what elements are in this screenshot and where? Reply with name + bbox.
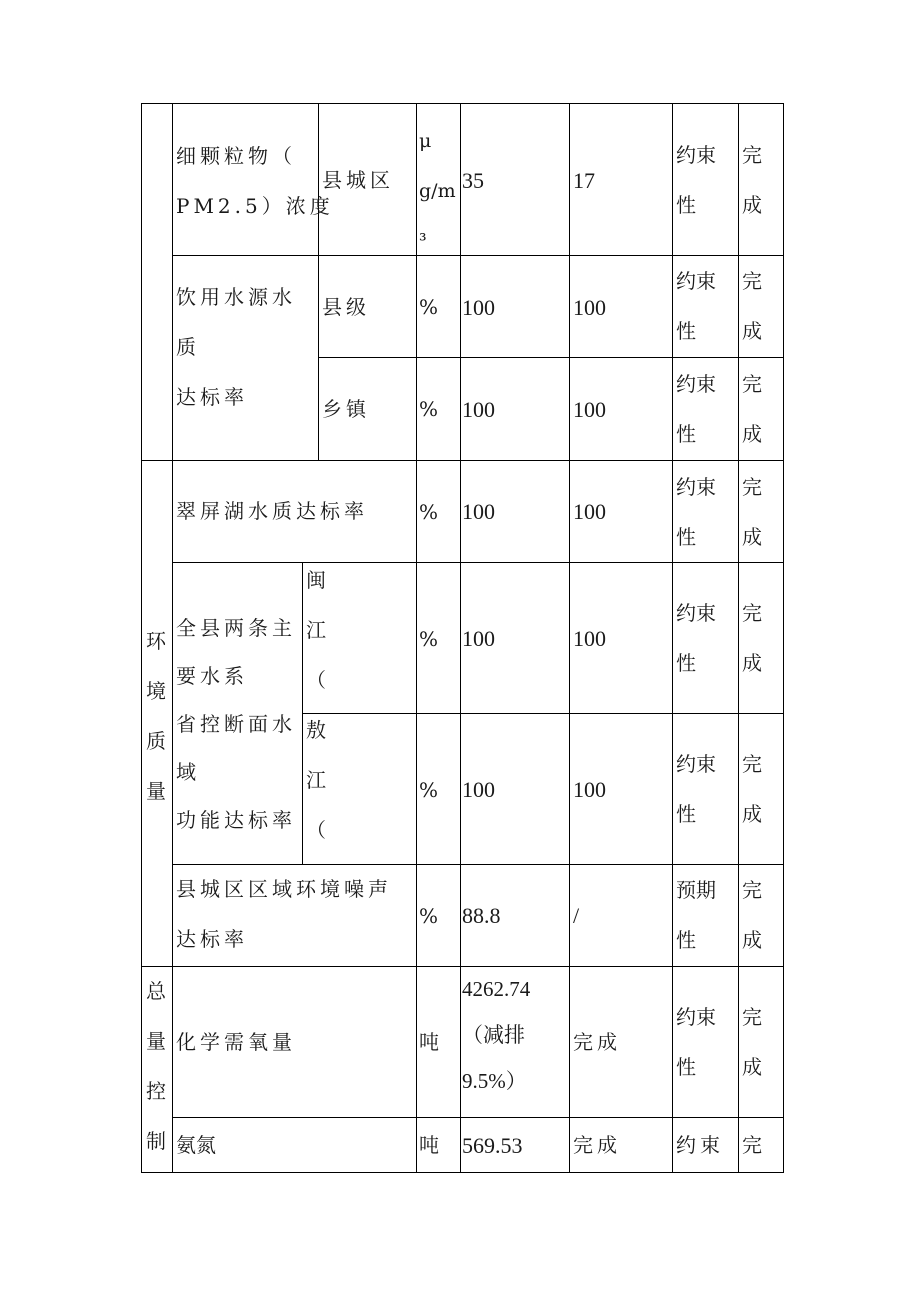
column-divider [460,103,461,1173]
indicator-target: 100 [462,295,495,320]
indicator-target: 35 [462,168,484,193]
category-total-control: 总 量 控 制 [146,979,166,1153]
indicator-status: 完 成 [742,601,762,675]
indicator-unit: % [419,500,439,524]
indicator-name: 县城区区域环境噪声 达标率 [176,877,392,951]
indicator-status: 完 成 [742,143,762,217]
row-divider [141,460,784,461]
indicator-target: 100 [462,626,495,651]
indicator-actual: 完成 [573,1133,621,1157]
indicator-scope: 敖 江 （ [306,718,326,842]
indicator-unit: % [419,778,439,802]
table-border-bottom [141,1172,784,1173]
indicator-nature: 预期 性 [676,878,716,952]
row-divider [172,562,784,563]
indicator-target: 100 [462,397,495,422]
row-divider [318,357,784,358]
indicator-status: 完 成 [742,372,762,446]
indicator-target: 569.53 [462,1133,523,1158]
indicator-unit: 吨 [419,1133,439,1157]
indicator-actual: 100 [573,397,606,422]
indicator-scope: 乡镇 [322,397,370,421]
indicator-nature: 约束 性 [676,1005,716,1079]
indicator-actual: 17 [573,168,595,193]
indicator-nature: 约束 性 [676,269,716,343]
table-border-top [141,103,784,104]
indicator-nature: 约束 性 [676,143,716,217]
indicator-nature: 约束 性 [676,475,716,549]
indicator-unit: % [419,397,439,421]
indicator-scope: 闽 江 （ [306,568,326,692]
indicator-nature: 约束 性 [676,372,716,446]
indicator-name: 氨氮 [176,1133,216,1157]
indicator-actual: 100 [573,295,606,320]
column-divider [172,103,173,1173]
indicator-name: 饮用水源水 质 达标率 [176,285,296,409]
row-divider [302,713,784,714]
indicator-status: 完 成 [742,269,762,343]
indicator-name: 细颗粒物（ PM2.5）浓度 [176,144,334,218]
column-divider [738,103,739,1173]
indicator-status: 完 成 [742,752,762,826]
indicator-target: 4262.74 （减排 9.5%） [462,977,531,1093]
table-border-left [141,103,142,1173]
indicator-unit: % [419,295,439,319]
indicator-status: 完 [742,1133,762,1157]
indicator-status: 完 成 [742,1005,762,1079]
indicator-nature: 约束 性 [676,752,716,826]
indicator-actual: 100 [573,499,606,524]
indicator-actual: / [573,903,580,928]
indicator-nature: 约束 [676,1133,724,1157]
row-divider [172,1117,784,1118]
table-border-right [783,103,784,1173]
column-divider [569,103,570,1173]
indicator-status: 完 成 [742,475,762,549]
indicator-unit: % [419,627,439,651]
indicator-actual: 完成 [573,1030,621,1054]
indicator-name: 全县两条主 要水系 省控断面水 域 功能达标率 [176,616,296,832]
indicator-unit: % [419,904,439,928]
indicator-scope: 县城区 [322,168,394,192]
category-environment-quality: 环 境 质 量 [146,629,166,803]
indicator-name: 化学需氧量 [176,1030,296,1054]
indicator-target: 100 [462,777,495,802]
indicator-nature: 约束 性 [676,601,716,675]
column-divider [672,103,673,1173]
indicator-name: 翠屏湖水质达标率 [176,499,368,523]
indicator-actual: 100 [573,777,606,802]
column-divider [416,103,417,1173]
indicator-status: 完 成 [742,878,762,952]
indicator-unit: μ g/m ³ [419,130,456,252]
indicator-scope: 县级 [322,295,370,319]
indicator-actual: 100 [573,626,606,651]
indicator-target: 100 [462,499,495,524]
indicator-unit: 吨 [419,1030,439,1054]
indicator-target: 88.8 [462,903,501,928]
